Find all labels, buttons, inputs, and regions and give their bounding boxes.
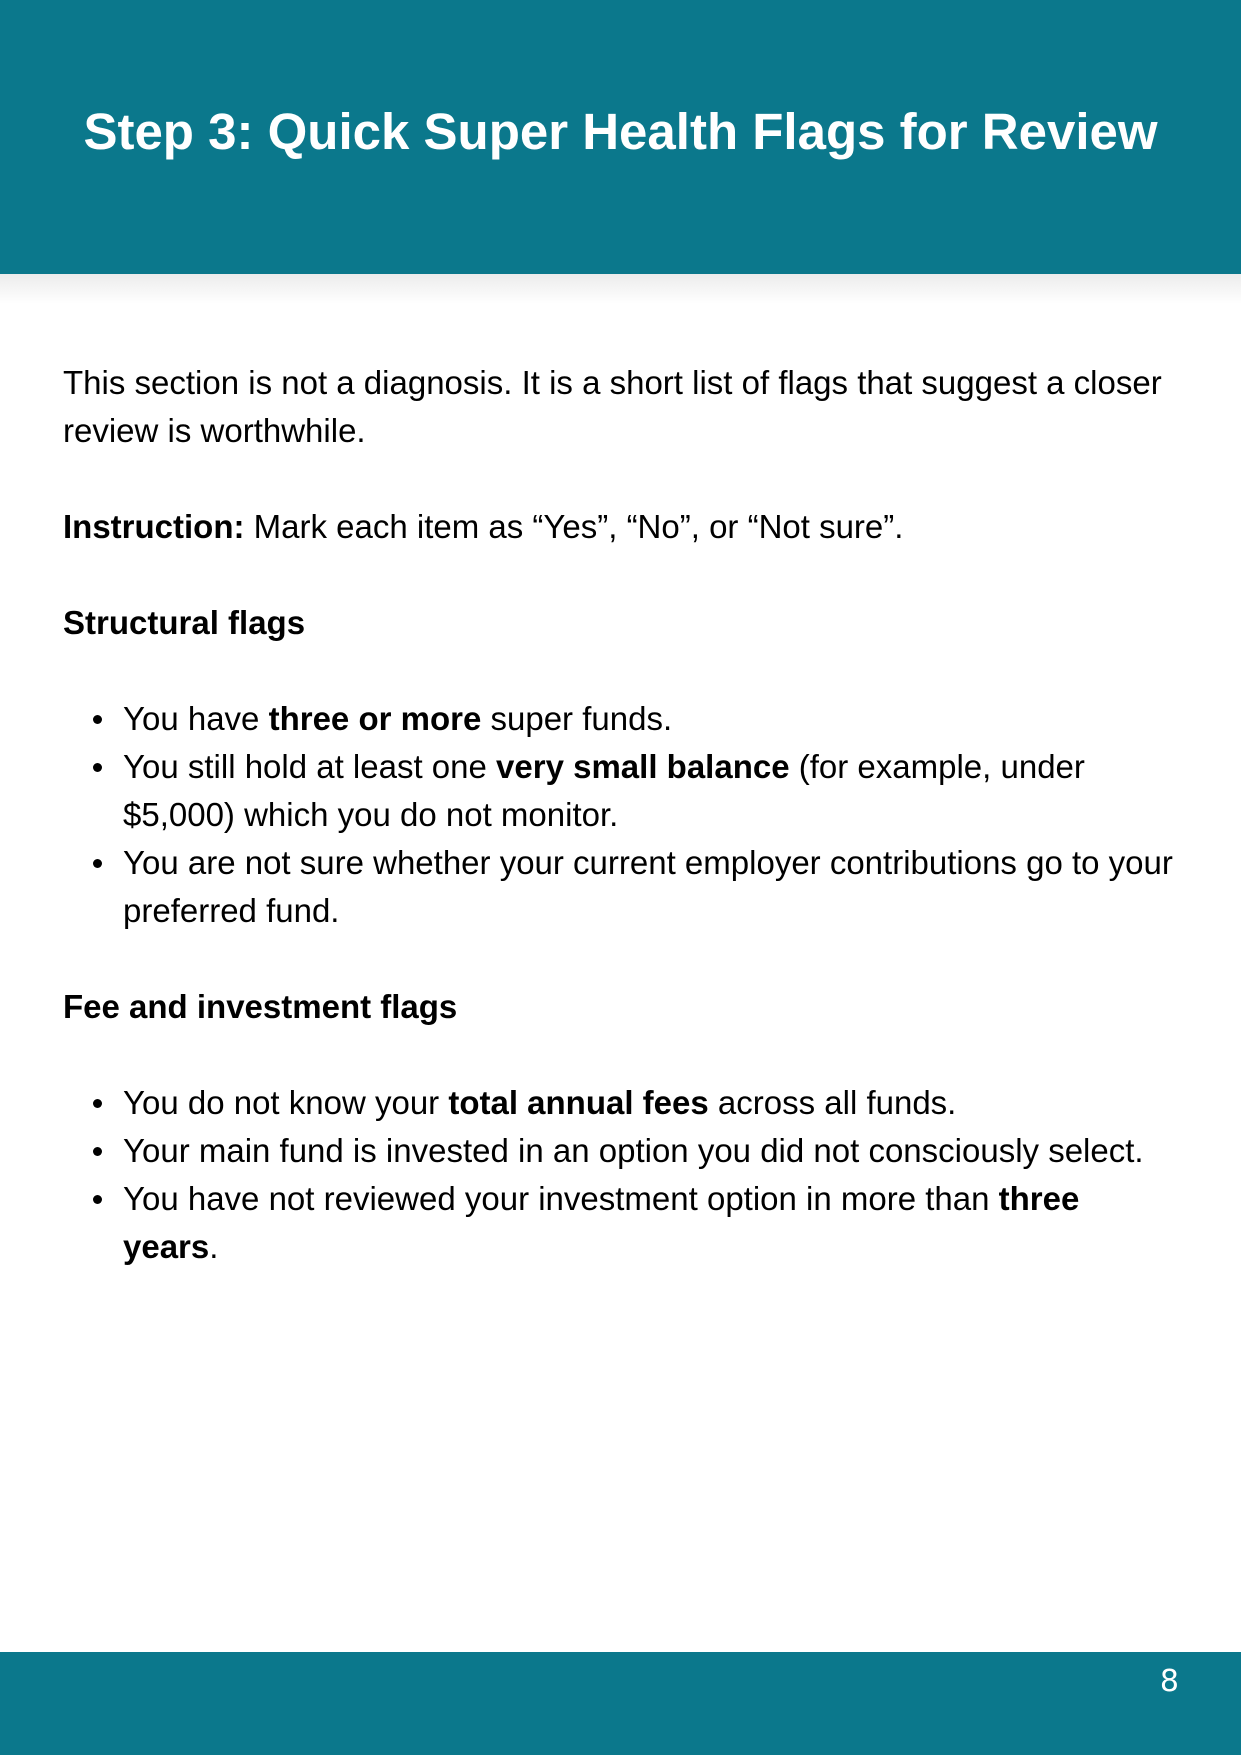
- main-content: [63, 359, 1183, 1319]
- page-title: Step 3: Quick Super Health Flags for Review: [83, 103, 1158, 160]
- instruction-label: Instruction:: [63, 508, 245, 545]
- fee-investment-flags-list: [63, 1079, 1183, 1271]
- list-item: [123, 839, 1183, 935]
- item-text: across all funds.: [708, 1084, 957, 1121]
- page-number: 8: [1159, 1664, 1179, 1699]
- item-emphasis: very small balance: [496, 748, 790, 785]
- item-text: You have: [123, 700, 269, 737]
- structural-flags-list: [63, 695, 1183, 935]
- header-shadow: [0, 274, 1241, 304]
- item-emphasis: total annual fees: [448, 1084, 709, 1121]
- item-text: super funds.: [481, 700, 673, 737]
- intro-paragraph: This section is not a diagnosis. It is a short list of flags that suggest a closer review is worthwhile.: [63, 364, 1162, 449]
- list-item: [123, 1079, 1183, 1127]
- item-text: (for example, under $5,000) which you do not monitor.: [123, 748, 1085, 833]
- list-item: [123, 1175, 1183, 1271]
- footer-bar: [0, 1652, 1241, 1755]
- item-text: You are not sure whether your current employer contributions go to your preferred fund.: [123, 844, 1173, 929]
- item-emphasis: three years: [123, 1180, 1080, 1265]
- list-item: [123, 695, 1183, 743]
- item-text: .: [209, 1228, 219, 1265]
- instruction-text: Mark each item as “Yes”, “No”, or “Not sure”.: [244, 508, 904, 545]
- item-text: Your main fund is invested in an option you did not consciously select.: [123, 1132, 1144, 1169]
- item-text: You do not know your: [123, 1084, 449, 1121]
- list-item: [123, 743, 1183, 839]
- item-emphasis: three or more: [268, 700, 482, 737]
- section-heading-structural: Structural flags: [63, 604, 306, 641]
- item-text: You still hold at least one: [123, 748, 497, 785]
- section-heading-fees: Fee and investment flags: [63, 988, 458, 1025]
- item-text: You have not reviewed your investment option in more than: [123, 1180, 999, 1217]
- instruction-paragraph: [63, 503, 1183, 551]
- list-item: [123, 1127, 1183, 1175]
